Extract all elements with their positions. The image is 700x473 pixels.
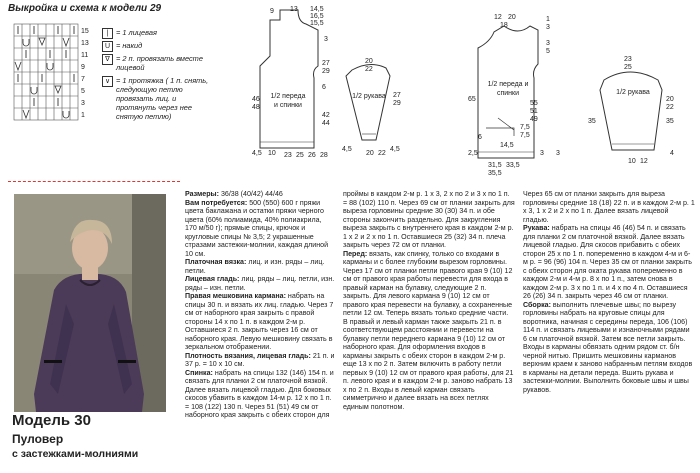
dimension: 15,5	[310, 20, 324, 27]
row-number: 1	[81, 112, 85, 119]
dimension: 10	[268, 150, 276, 157]
dimension: 35	[588, 118, 596, 125]
paragraph	[185, 352, 335, 369]
dimension: 18	[500, 22, 508, 29]
paragraph-heading: Правая мешковина кармана:	[185, 292, 286, 300]
dimension: 29	[393, 100, 401, 107]
dimension: 33,5	[506, 162, 520, 169]
dimension: 4,5	[252, 150, 262, 157]
paragraph-heading: Рукава:	[523, 224, 550, 232]
dimension: 1	[546, 16, 550, 23]
paragraph-text: вязать, как спинку, только со входами в карманы и с более глубоким вырезом горловины. Через 17 см от планки петли правого края 9 (10) 12 см от правого края работы перевести для входа в правый карман на булавку, следующие 2 п. закрыть. Для левого кармана 9 (10) 12 см от правого края перевести на булавку, а сохраненные петли 12 см. Теперь вязать только средние части.	[343, 249, 513, 317]
paragraph	[185, 190, 335, 199]
dimension: 31,5	[488, 162, 502, 169]
dimension: 3	[546, 40, 550, 47]
dimension: 65	[468, 96, 476, 103]
dimension: 25	[624, 64, 632, 71]
paragraph-text: 21 п. и 37 р. = 10 х 10 см.	[185, 351, 335, 368]
paragraph-text: В правый и левый карман также закрыть 21 п. в соответствующем расстоянии и перевести на булавку петли переднего кармана 9 (10) 12 см от наборного края. Для оформления входов в карманы закрыть с обеих сторон в каждом 2-м р. еще 13 х по 2 п. Затем включить в работу петли первых 9 (10) 12 см от правого края работы, для 21 п. левого края и в каждом 2-м р. заново набрать 13 х по 2 п. Входы в левый карман связать симметрично и далее вязать на всех петлях единым полотном.	[343, 317, 514, 411]
model-photo	[14, 194, 166, 412]
dimension: 6	[322, 84, 326, 91]
dimension: 9	[270, 8, 274, 15]
dimension: 26	[308, 152, 316, 159]
dimension: 23	[284, 152, 292, 159]
skpo-icon: ∨	[102, 76, 113, 87]
dimension: 4,5	[390, 146, 400, 153]
paragraph-heading: Размеры:	[185, 190, 219, 198]
paragraph-heading: Плотность вязания, лицевая гладь:	[185, 351, 311, 360]
dimension: 22	[378, 150, 386, 157]
section-divider	[8, 181, 180, 182]
paragraph-text: лиц. ряды – лиц. петли, изн. ряды – изн. петли.	[185, 275, 335, 292]
dimension: 20	[366, 150, 374, 157]
legend-text: = 2 п. провязать вместе лицевой	[116, 54, 203, 72]
dimension: 35,5	[488, 170, 502, 177]
dimension: 55	[530, 100, 538, 107]
paragraph	[523, 301, 695, 395]
dimension: 5	[546, 48, 550, 55]
paragraph-heading: Платочная вязка:	[185, 258, 247, 266]
dimension: 29	[322, 68, 330, 75]
dimension: 12	[494, 14, 502, 21]
dimension: 27	[393, 92, 401, 99]
paragraph	[523, 224, 695, 301]
dimension: 22	[666, 104, 674, 111]
pattern-label: 1/2 рукава	[616, 89, 650, 96]
dimension: 51	[530, 108, 538, 115]
row-number: 11	[81, 52, 89, 59]
dimension: 3	[556, 150, 560, 157]
pattern-label: 1/2 рукава	[352, 93, 386, 100]
dimension: 44	[322, 120, 330, 127]
dimension: 35	[666, 118, 674, 125]
paragraph	[185, 199, 335, 259]
paragraph	[185, 258, 335, 275]
paragraph	[185, 369, 335, 420]
knit-stitch-icon: |	[102, 28, 113, 39]
paragraph	[185, 275, 335, 292]
dimension: 48	[252, 104, 260, 111]
dimension: 27	[322, 60, 330, 67]
row-number: 7	[81, 76, 85, 83]
paragraph-text: набрать на спицы 30 п. и вязать их лиц. гладью. Через 7 см от наборного края закрыть с правой стороны 14 х по 1 п. в каждом 2-м р. Оставшиеся 2 п. закрыть через 16 см от наборного края. Левую мешковину связать в зеркальном отображении.	[185, 292, 334, 351]
dimension: 2,5	[468, 150, 478, 157]
dimension: 14,5	[500, 142, 514, 149]
pattern-label: 1/2 переда и спинки	[487, 81, 529, 97]
row-number: 9	[81, 64, 85, 71]
dimension: 7,5	[520, 132, 530, 139]
dimension: 28	[320, 152, 328, 159]
dimension: 25	[296, 152, 304, 159]
paragraph-text: лиц. и изн. ряды – лиц. петли.	[185, 258, 325, 275]
dimension: 49	[530, 116, 538, 123]
legend-text: = 1 лицевая	[116, 28, 157, 37]
pattern-label: 1/2 переда и спинки	[270, 93, 306, 109]
paragraph-heading: Спинка:	[185, 368, 213, 377]
dimension: 3	[546, 24, 550, 31]
stitch-chart	[8, 18, 98, 126]
paragraph-text: набрать на спицы 46 (46) 54 п. и связать для планки 2 см платочной вязкой. Далее вязать лицевой гладью. Для скосов прибавить с обеих сторон 25 х по 1 п. попеременно в каждом 4-м и 6-м р. = 96 (96) 104 п. Через 35 см от планки закрыть с обеих сторон для оката рукава попеременно в каждом 2-м и 4-м р. 8 х по 1 п., затем снова в каждом 2-м р. 3 х по 1 п. и 4 х по 4 п. Оставшиеся 26 (26) 34 п. закрыть через 46 см от планки.	[523, 224, 692, 300]
dimension: 12	[640, 158, 648, 165]
legend-text: = накид	[116, 41, 143, 50]
dimension: 4	[670, 150, 674, 157]
instructions-column-2	[343, 190, 515, 470]
dimension: 3	[324, 36, 328, 43]
paragraph-heading: Лицевая гладь:	[185, 275, 240, 283]
paragraph	[343, 250, 515, 318]
dimension: 7,5	[520, 124, 530, 131]
paragraph	[185, 292, 335, 352]
paragraph-heading: Сборка:	[523, 300, 551, 309]
dimension: 22	[365, 66, 373, 73]
paragraph-text: Через 65 см от планки закрыть для выреза горловины средние 18 (18) 22 п. и в каждом 2-м р. 1 х 3, 1 х 2 и 2 х по 1 п. Далее вязать лицевой гладью.	[523, 190, 695, 224]
instructions-column-3	[523, 190, 695, 470]
row-number: 15	[81, 28, 89, 35]
dimension: 20	[365, 58, 373, 65]
paragraph	[343, 190, 515, 250]
dimension: 10	[628, 158, 636, 165]
row-number: 3	[81, 100, 85, 107]
instructions-column-1	[185, 190, 335, 470]
dimension: 14,5	[310, 6, 324, 13]
legend-text: = 1 протяжка ( 1 п. снять, следующую петлю провязать лиц. и протянуть через нее снятую петлю)	[116, 76, 209, 121]
dimension: 20	[508, 14, 516, 21]
paragraph	[343, 318, 515, 412]
dimension: 3	[540, 150, 544, 157]
paragraph-text: выполнить плечевые швы; по вырезу горловины набрать на круговые спицы для воротника, начиная с середины переда, 106 (106) 114 п. и связать лицевыми и изнаночными рядами 6 см платочной вязкой. Затем все петли закрыть. Входы в карманы обвязать одним рядом ст. б/н черной нитью. Пришить мешковины карманов верхним краем к заново набранным петлям входов в карманы на детали переда. Вшить рукава и застежки-молнии. Выполнить боковые швы и швы рукавов.	[523, 300, 693, 394]
paragraph-heading: Перед:	[343, 249, 368, 258]
dimension: 4,5	[342, 146, 352, 153]
dimension: 23	[624, 56, 632, 63]
page-title: Выкройка и схема к модели 29	[8, 3, 162, 14]
paragraph-text: проймы в каждом 2-м р. 1 х 3, 2 х по 2 и 3 х по 1 п. = 88 (102) 110 п. Через 69 см от планки закрыть для выреза горловины средние 30 (30) 34 п. и обе стороны закончить раздельно. Для закругления выреза закрыть с внутреннего края в каждом 2-м р. 1 х 2 и 2 х по 1 п. Оставшиеся 25 (32) 34 п. плеча закрыть через 72 см от планки.	[343, 190, 515, 249]
dimension: 46	[252, 96, 260, 103]
dimension: 42	[322, 112, 330, 119]
model-name: Пуловер	[12, 432, 64, 446]
paragraph-heading: Вам потребуется:	[185, 198, 248, 207]
dimension: 6	[478, 134, 482, 141]
row-number: 5	[81, 88, 85, 95]
row-number: 13	[81, 40, 89, 47]
model-number: Модель 30	[12, 412, 91, 429]
paragraph	[523, 190, 695, 224]
pattern-sleeve-29	[340, 58, 404, 158]
paragraph-text: 36/38 (40/42) 44/46	[218, 190, 283, 198]
dimension: 16,5	[310, 13, 324, 20]
yarn-over-icon: U	[102, 41, 113, 52]
k2tog-icon: ∇	[102, 54, 113, 65]
paragraph-text: набрать на спицы 132 (146) 154 п. и связать для планки 2 см платочной вязкой. Далее вязать лицевой гладью. Для боковых скосов убавить в каждом 14-м р. 12 х по 1 п. = 108 (122) 130 п. Через 51 (51) 49 см от наборного края закрыть с обеих сторон для	[185, 368, 334, 419]
stitch-legend	[102, 28, 212, 128]
dimension: 20	[666, 96, 674, 103]
paragraph-text: 500 (550) 600 г пряжи цвета баклажана и остатки пряжи черного цвета (60% полиамида, 40% полиакрила, 170 м/50 г); прямые спицы, крючок и кругловые спицы № 3,5; 2 украшенные стразами застежки-молнии, каждая длиной 10 см.	[185, 198, 329, 258]
dimension: 13	[290, 6, 298, 13]
model-subtitle: с застежками-молниями	[12, 448, 139, 460]
